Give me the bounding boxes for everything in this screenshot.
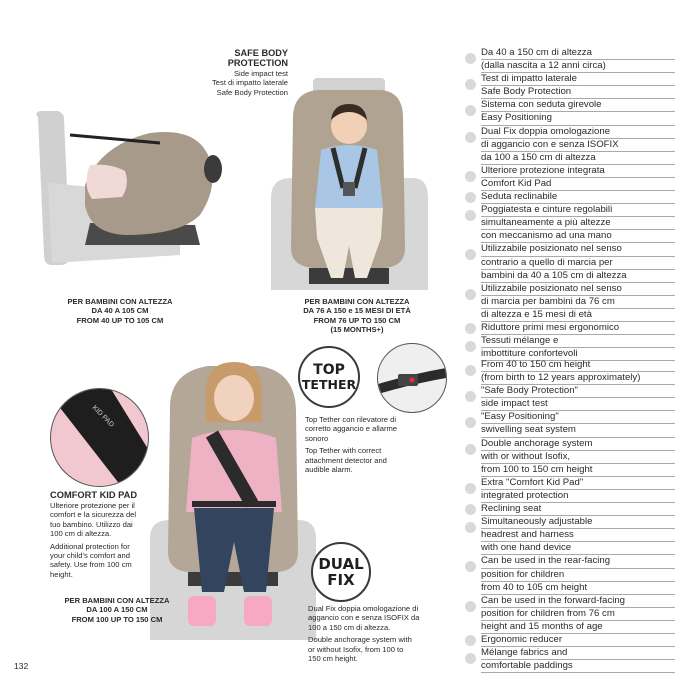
feature-line: swivelling seat system	[481, 424, 675, 437]
feature-line: Can be used in the rear-facing	[481, 555, 675, 568]
dual-fix-it-line: Dual Fix doppia omologazione di	[308, 604, 419, 613]
bullet-icon	[465, 192, 476, 203]
feature-item	[465, 335, 675, 361]
caption-booster	[42, 596, 192, 624]
bullet-icon	[465, 249, 476, 260]
feature-item	[465, 283, 675, 322]
page-number: 132	[14, 661, 29, 671]
kid-pad-it-line: tuo bambino. Utilizzo dai	[50, 519, 133, 529]
bullet-icon	[465, 444, 476, 455]
feature-line: di marcia per bambini da 76 cm	[481, 296, 675, 309]
caption-forward-facing	[272, 297, 442, 335]
feature-line: Ulteriore protezione integrata	[481, 165, 675, 178]
feature-line: Comfort Kid Pad	[481, 178, 675, 191]
feature-line: di aggancio con e senza ISOFIX	[481, 139, 675, 152]
top-tether-en-line: Top Tether with correct	[305, 446, 382, 456]
feature-line: from 40 to 105 cm height	[481, 582, 675, 595]
bullet-icon	[465, 132, 476, 143]
feature-line: headrest and harness	[481, 529, 675, 542]
bullet-icon	[465, 417, 476, 428]
feature-line: height and 15 months of age	[481, 621, 675, 634]
bullet-icon	[465, 601, 476, 612]
bullet-icon	[465, 53, 476, 64]
feature-item	[465, 385, 675, 411]
top-tether-en-line: audible alarm.	[305, 465, 353, 475]
caption-line: FROM 40 UP TO 105 CM	[76, 315, 164, 325]
feature-item	[465, 126, 675, 165]
feature-item	[465, 204, 675, 243]
rear-facing-seat-photo	[30, 105, 230, 290]
feature-line: Riduttore primi mesi ergonomico	[481, 322, 675, 335]
feature-item	[465, 503, 675, 516]
comfort-kid-pad-title: COMFORT KID PAD	[50, 490, 138, 500]
dual-fix-text	[308, 604, 433, 663]
bullet-icon	[465, 171, 476, 182]
feature-line: Can be used in the forward-facing	[481, 595, 675, 608]
top-tether-en-line: attachment detector and	[305, 455, 387, 465]
feature-item	[465, 47, 675, 73]
feature-item	[465, 438, 675, 477]
bullet-icon	[465, 522, 476, 533]
top-tether-text	[305, 415, 415, 474]
kid-pad-it-line: comfort e la sicurezza del	[50, 510, 137, 520]
caption-line: PER BAMBINI CON ALTEZZA	[67, 297, 173, 306]
feature-line: Safe Body Protection	[481, 86, 675, 99]
feature-line: Utilizzabile posizionato nel senso	[481, 283, 675, 296]
dual-fix-badge-line2: FIX	[327, 571, 355, 589]
caption-line: PER BAMBINI CON ALTEZZA	[304, 297, 410, 306]
caption-line: DA 76 A 150 e 15 MESI DI ETÀ	[303, 306, 411, 316]
safe-body-title-2: PROTECTION	[227, 58, 288, 69]
feature-line: Test di impatto laterale	[481, 73, 675, 86]
top-tether-it-line: Top Tether con rilevatore di	[305, 415, 397, 424]
feature-item	[465, 555, 675, 594]
caption-rear-facing	[40, 297, 200, 325]
feature-line: Utilizzabile posizionato nel senso	[481, 243, 675, 256]
feature-line: (from birth to 12 years approximately)	[481, 372, 675, 385]
top-tether-it-line: corretto aggancio e allarme	[305, 424, 398, 434]
kid-pad-label: KID PAD	[90, 404, 115, 429]
feature-line: contrario a quello di marcia per	[481, 257, 675, 270]
feature-line: with one hand device	[481, 542, 675, 555]
feature-line: (dalla nascita a 12 anni circa)	[481, 60, 675, 73]
feature-item	[465, 647, 675, 673]
feature-line: Dual Fix doppia omologazione	[481, 126, 675, 139]
dual-fix-en-line: or without Isofix, from 100 to	[308, 644, 404, 654]
feature-item	[465, 477, 675, 503]
feature-item	[465, 99, 675, 125]
feature-item	[465, 634, 675, 647]
feature-line: "Safe Body Protection"	[481, 385, 675, 398]
feature-line: con meccanismo ad una mano	[481, 230, 675, 243]
caption-line: (15 MONTHS+)	[330, 325, 384, 335]
feature-line: with or without Isofix,	[481, 451, 675, 464]
bullet-icon	[465, 653, 476, 664]
dual-fix-badge-line1: DUAL	[318, 555, 364, 573]
caption-line: DA 40 A 105 CM	[91, 306, 149, 316]
safe-body-line: Test di impatto laterale	[212, 78, 288, 88]
feature-line: Da 40 a 150 cm di altezza	[481, 47, 675, 60]
feature-line: From 40 to 150 cm height	[481, 359, 675, 372]
feature-line: Sistema con seduta girevole	[481, 99, 675, 112]
feature-line: imbottiture confortevoli	[481, 348, 675, 361]
feature-line: Extra "Comfort Kid Pad"	[481, 477, 675, 490]
safe-body-title-1: SAFE BODY	[234, 48, 288, 58]
feature-line: position for children	[481, 569, 675, 582]
dual-fix-badge	[311, 542, 371, 602]
kid-pad-en-line: Additional protection for	[50, 541, 130, 551]
bullet-icon	[465, 289, 476, 300]
bullet-icon	[465, 483, 476, 494]
caption-line: PER BAMBINI CON ALTEZZA	[64, 596, 170, 605]
kid-pad-en-line: your child's comfort and	[50, 551, 130, 561]
feature-line: bambini da 40 a 105 cm di altezza	[481, 270, 675, 283]
kid-pad-en-line: safety. Use from 100 cm	[50, 560, 132, 570]
kid-pad-detail-photo	[50, 388, 149, 487]
kid-pad-it-line: 100 cm di altezza.	[50, 529, 112, 539]
kid-pad-it-line: Ulteriore protezione per il	[50, 501, 135, 510]
feature-line: di altezza e 15 mesi di età	[481, 309, 675, 322]
feature-line: simultaneamente a più altezze	[481, 217, 675, 230]
features-list-italian	[465, 47, 675, 361]
feature-item	[465, 359, 675, 385]
feature-line: Simultaneously adjustable	[481, 516, 675, 529]
feature-item	[465, 191, 675, 204]
feature-line: Tessuti mélange e	[481, 335, 675, 348]
toddler-seat-photo	[263, 78, 433, 293]
safe-body-line: Side impact test	[233, 68, 288, 78]
feature-item	[465, 595, 675, 634]
caption-line: DA 100 A 150 CM	[86, 605, 148, 615]
feature-line: integrated protection	[481, 490, 675, 503]
feature-line: Easy Positioning	[481, 112, 675, 125]
feature-item	[465, 243, 675, 282]
feature-line: position for children from 76 cm	[481, 608, 675, 621]
bullet-icon	[465, 79, 476, 90]
feature-item	[465, 411, 675, 437]
bullet-icon	[465, 391, 476, 402]
feature-line: Ergonomic reducer	[481, 634, 675, 647]
dual-fix-en-line: 150 cm height.	[308, 654, 358, 664]
bullet-icon	[465, 341, 476, 352]
top-tether-badge-line2: TETHER	[301, 376, 357, 392]
comfort-kid-pad-text	[50, 490, 150, 579]
bullet-icon	[465, 105, 476, 116]
feature-item	[465, 165, 675, 191]
bullet-icon	[465, 635, 476, 646]
caption-line: FROM 100 UP TO 150 CM	[71, 614, 163, 624]
top-tether-detail-photo	[377, 343, 447, 413]
top-tether-badge-line1: TOP	[313, 361, 345, 378]
feature-line: Poggiatesta e cinture regolabili	[481, 204, 675, 217]
feature-line: Reclining seat	[481, 503, 675, 516]
caption-line: FROM 76 UP TO 150 CM	[313, 315, 401, 325]
bullet-icon	[465, 210, 476, 221]
feature-line: Double anchorage system	[481, 438, 675, 451]
dual-fix-en-line: Double anchorage system with	[308, 635, 412, 645]
feature-line: comfortable paddings	[481, 660, 675, 673]
feature-line: da 100 a 150 cm di altezza	[481, 152, 675, 165]
feature-line: "Easy Positioning"	[481, 411, 675, 424]
bullet-icon	[465, 504, 476, 515]
feature-line: Mélange fabrics and	[481, 647, 675, 660]
dual-fix-it-line: aggancio con e senza ISOFIX da	[308, 613, 420, 623]
feature-item	[465, 73, 675, 99]
feature-line: side impact test	[481, 398, 675, 411]
features-list-english	[465, 359, 675, 673]
bullet-icon	[465, 323, 476, 334]
feature-line: from 100 to 150 cm height	[481, 464, 675, 477]
kid-pad-en-line: height.	[50, 569, 73, 579]
top-tether-it-line: sonoro	[305, 433, 329, 443]
bullet-icon	[465, 561, 476, 572]
feature-line: Seduta reclinabile	[481, 191, 675, 204]
dual-fix-it-line: 100 a 150 cm di altezza.	[308, 622, 391, 632]
feature-item	[465, 322, 675, 335]
feature-item	[465, 516, 675, 555]
bullet-icon	[465, 365, 476, 376]
safe-body-line: Safe Body Protection	[216, 87, 288, 97]
